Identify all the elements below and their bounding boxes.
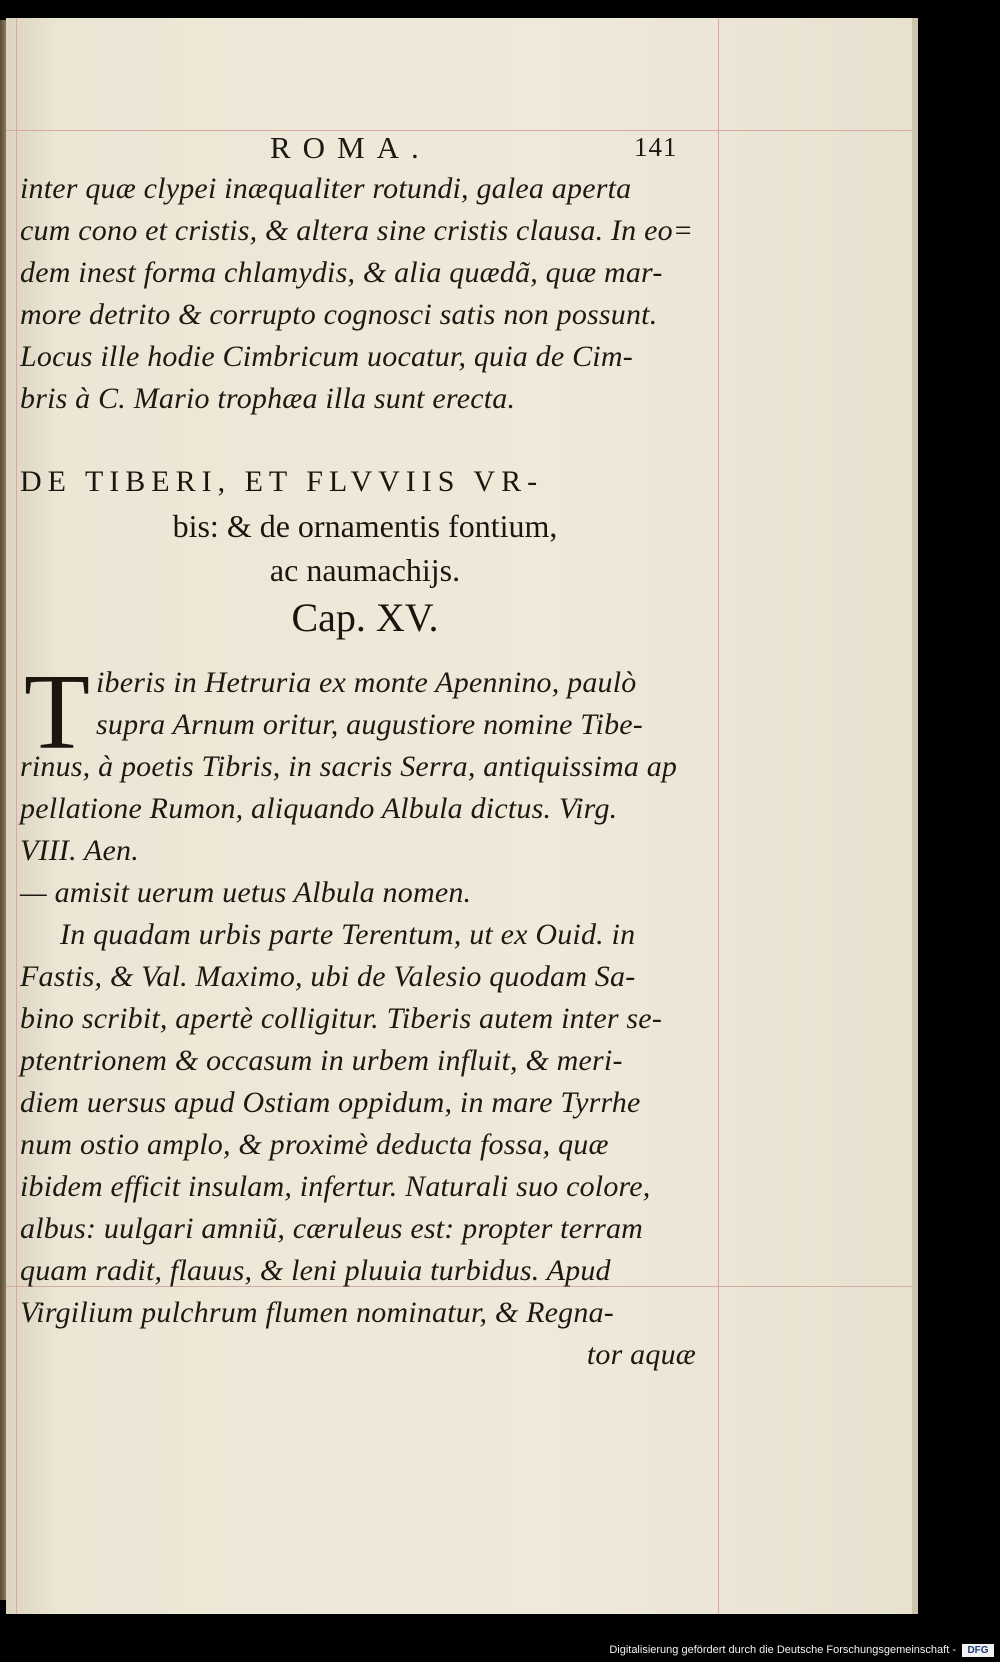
body-paragraph: [20, 653, 710, 1376]
chapter-heading: [20, 460, 710, 644]
running-head: [6, 130, 706, 170]
heading-line-2: bis: & de ornamentis fontium,: [172, 508, 558, 544]
text-line: rinus, à poetis Tibris, in sacris Serra, antiquissima ap: [20, 750, 678, 783]
text-line: dem inest forma chlamydis, & alia quædã, quæ mar-: [20, 256, 663, 289]
text-line: — amisit uerum uetus Albula nomen.: [20, 876, 472, 909]
text-line: iberis in Hetruria ex monte Apennino, paulò: [96, 666, 637, 699]
drop-cap: T: [24, 653, 90, 772]
text-line: cum cono et cristis, & altera sine cristis clausa. In eo=: [20, 214, 694, 247]
text-line: quam radit, flauus, & leni pluuia turbidus. Apud: [20, 1254, 611, 1287]
text-line: bino scribit, apertè colligitur. Tiberis autem inter se-: [20, 1002, 663, 1035]
text-line: VIII. Aen.: [20, 834, 139, 867]
ruling-line-left: [16, 18, 17, 1614]
text-line: In quadam urbis parte Terentum, ut ex Ouid. in: [60, 918, 636, 951]
footer-strip: [0, 1614, 1000, 1662]
book-page: [6, 18, 918, 1614]
text-line: supra Arnum oritur, augustiore nomine Tibe-: [96, 708, 643, 741]
heading-line-1: DE TIBERI, ET FLVVIIS VR-: [20, 465, 544, 498]
text-line: bris à C. Mario trophæa illa sunt erecta.: [20, 382, 516, 415]
text-line: diem uersus apud Ostiam oppidum, in mare Tyrrhe: [20, 1086, 641, 1119]
text-line: inter quæ clypei inæqualiter rotundi, galea aperta: [20, 172, 632, 205]
text-line: ibidem efficit insulam, infertur. Naturali suo colore,: [20, 1170, 651, 1203]
text-line: ptentrionem & occasum in urbem influit, & meri-: [20, 1044, 623, 1077]
text-line: Virgilium pulchrum flumen nominatur, & Regna-: [20, 1296, 614, 1329]
text-line: pellatione Rumon, aliquando Albula dictus. Virg.: [20, 792, 618, 825]
dfg-logo-icon: DFG: [962, 1644, 994, 1657]
page-number: 141: [634, 132, 678, 162]
dfg-credit: Digitalisierung gefördert durch die Deutsche Forschungsgemeinschaft -: [609, 1644, 956, 1656]
catchword: tor aquæ: [586, 1338, 696, 1371]
chapter-number: Cap. XV.: [291, 595, 439, 640]
text-line: albus: uulgari amniũ, cæruleus est: propter terram: [20, 1212, 644, 1245]
heading-line-3: ac naumachijs.: [269, 552, 461, 588]
running-head-title: ROMA.: [270, 130, 431, 165]
text-line: Locus ille hodie Cimbricum uocatur, quia de Cim-: [20, 340, 633, 373]
text-line: num ostio amplo, & proximè deducta fossa, quæ: [20, 1128, 609, 1161]
text-line: more detrito & corrupto cognosci satis non possunt.: [20, 298, 658, 331]
text-line: Fastis, & Val. Maximo, ubi de Valesio quodam Sa-: [20, 960, 636, 993]
ruling-line-right: [718, 18, 719, 1614]
top-paragraph: [20, 168, 710, 420]
